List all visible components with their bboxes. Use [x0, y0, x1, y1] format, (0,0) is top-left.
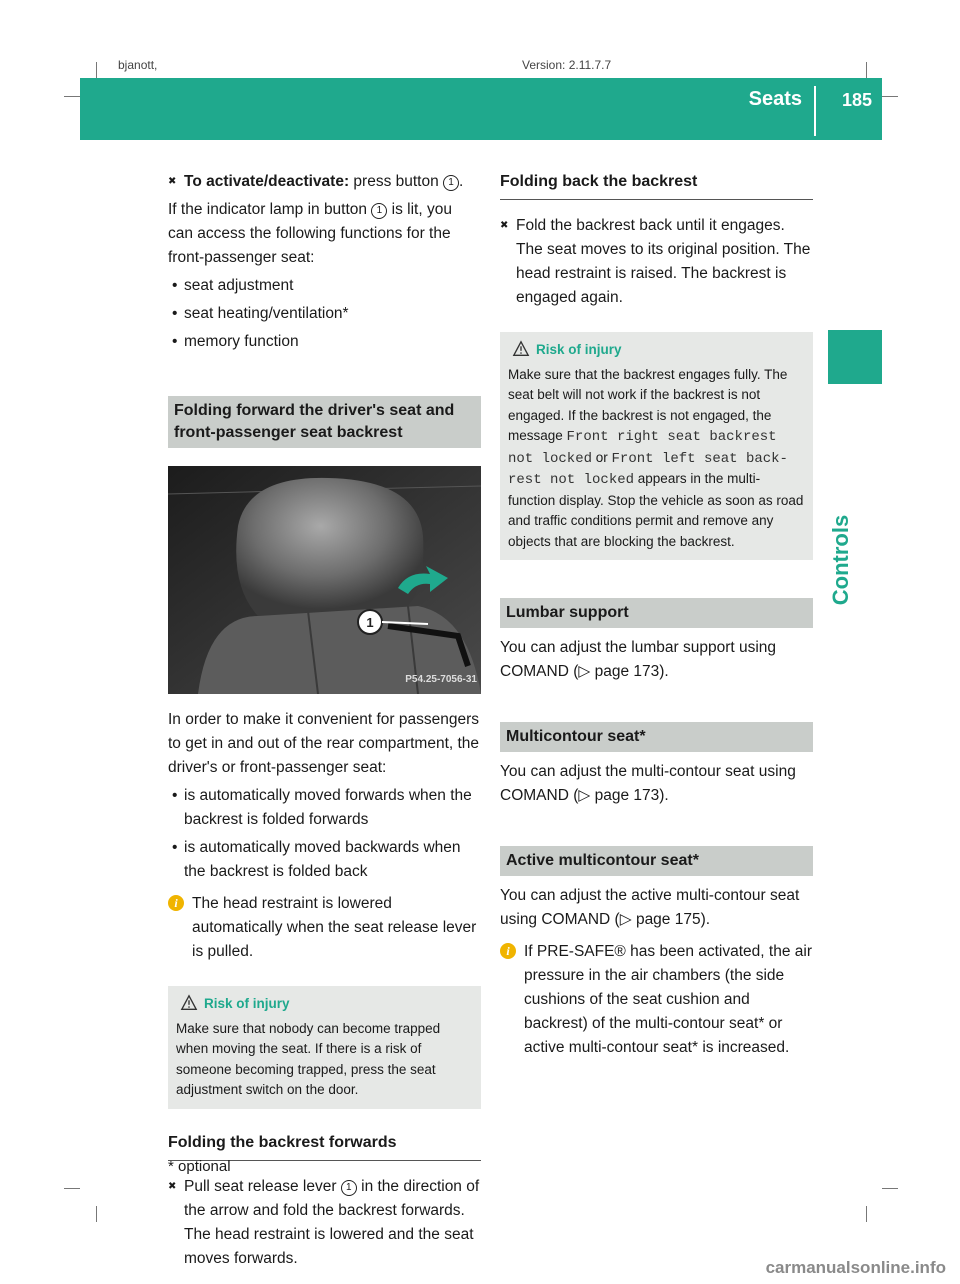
section-heading: Lumbar support: [500, 598, 813, 628]
header-divider: [814, 86, 816, 136]
section-heading: Active multicontour seat*: [500, 846, 813, 876]
chapter-tab: [828, 330, 882, 384]
warning-title: Risk of injury: [204, 996, 290, 1011]
info-icon: i: [168, 895, 184, 911]
list-item: • seat heating/ventilation*: [168, 302, 481, 326]
crop-mark: [866, 62, 867, 78]
warning-box: [500, 332, 813, 560]
instruction-fold-forward: [168, 1175, 481, 1271]
paragraph-multicontour: You can adjust the multi-contour seat using COMAND (▷ page 173).: [500, 763, 796, 804]
meta-left: bjanott,: [118, 58, 158, 72]
crop-mark: [64, 1188, 80, 1189]
page-header: [80, 78, 882, 140]
warning-icon: [180, 994, 198, 1012]
warning-text-part: or: [592, 449, 612, 465]
crop-mark: [882, 1188, 898, 1189]
crop-mark: [866, 1206, 867, 1222]
callout-1-icon: 1: [443, 175, 459, 191]
paragraph-convenience: In order to make it convenient for passengers to get in and out of the rear compartment, the driver's or front-passenger seat:: [168, 711, 480, 776]
warning-text: Make sure that nobody can become trapped when moving the seat. If there is a risk of someone becoming trapped, press the seat adjustment switch on the door.: [176, 1020, 441, 1097]
list-item: • is automatically moved backwards when the backrest is folded back: [168, 836, 481, 884]
info-note: [168, 892, 481, 964]
footnote: * optional: [168, 1158, 231, 1175]
page-number: 185: [841, 90, 872, 110]
paragraph-active-multicontour: You can adjust the active multi-contour seat using COMAND (▷ page 175).: [500, 887, 800, 928]
photo-code: P54.25-7056-31: [405, 674, 477, 685]
left-column: [168, 170, 481, 1271]
display-message: Front left seat back-rest not locked: [508, 450, 788, 488]
photo-callout: 1: [366, 615, 374, 630]
info-text: The head restraint is lowered automatically when the seat release lever is pulled.: [192, 895, 477, 960]
instruction-text: press button: [349, 173, 444, 190]
subheading: Folding the backrest forwards: [168, 1131, 481, 1161]
chapter-label: [825, 480, 857, 640]
headrest-photo: [168, 466, 481, 694]
info-note: [500, 940, 813, 1060]
warning-text: [508, 365, 805, 553]
list-item: • seat adjustment: [168, 274, 481, 298]
instruction-text: Pull seat release lever: [184, 1177, 341, 1195]
crop-mark: [96, 1206, 97, 1222]
chapter-label-text: Controls: [828, 514, 853, 606]
paragraph-text: If the indicator lamp in button: [168, 201, 372, 218]
warning-icon: [512, 340, 530, 358]
watermark: carmanualsonline.info: [765, 1258, 946, 1277]
crop-mark: [64, 96, 80, 97]
warning-heading: [176, 994, 473, 1015]
instruction-activate: ✖ To activate/deactivate: press button 1 .: [168, 170, 481, 194]
paragraph-indicator: [168, 198, 481, 270]
section-heading: Folding forward the driver's seat and front-passenger seat backrest: [168, 396, 481, 448]
crop-mark: [96, 62, 97, 78]
callout-1-icon: 1: [371, 203, 387, 219]
paragraph-lumbar: You can adjust the lumbar support using COMAND (▷ page 173).: [500, 639, 777, 680]
warning-text-part: appears in the multi-function display. Stop the vehicle as soon as road and traffic conditions permit and remove any objects that are blocking the backrest.: [508, 471, 804, 549]
paragraph-text: is lit, you can access the following functions for the front-passenger seat:: [168, 201, 452, 266]
display-message: Front right seat backrest not locked: [508, 429, 777, 467]
warning-text-part: Make sure that the backrest engages fully. The seat belt will not work if the backrest is not engaged. If the backrest is not engaged, the message: [508, 366, 788, 443]
instruction-text: in the direction of the arrow and fold the backrest forwards. The head restraint is lowered and the seat moves forwards.: [184, 1177, 480, 1267]
list-item: • memory function: [168, 330, 481, 354]
warning-box: [168, 986, 481, 1109]
subheading: Folding back the backrest: [500, 170, 813, 200]
warning-heading: [508, 340, 805, 361]
warning-title: Risk of injury: [536, 342, 622, 357]
instruction-fold-back: ✖ Fold the backrest back until it engages. The seat moves to its original position. The head restraint is raised. The backrest is engaged again.: [500, 214, 813, 310]
crop-mark: [882, 96, 898, 97]
callout-1-icon: 1: [341, 1180, 357, 1196]
meta-right: Version: 2.11.7.7: [522, 58, 612, 72]
section-heading: Multicontour seat*: [500, 722, 813, 752]
info-text: If PRE-SAFE® has been activated, the air pressure in the air chambers (the side cushions of the seat cushion and backrest) of the multi-contour seat* or active multi-contour seat* is increased.: [524, 943, 812, 1056]
info-icon: i: [500, 943, 516, 959]
list-item: • is automatically moved forwards when the backrest is folded forwards: [168, 784, 481, 832]
headrest-illustration: [168, 466, 481, 694]
section-title: Seats: [748, 88, 802, 110]
right-column: [500, 170, 813, 1060]
instruction-label: To activate/deactivate:: [184, 173, 350, 190]
